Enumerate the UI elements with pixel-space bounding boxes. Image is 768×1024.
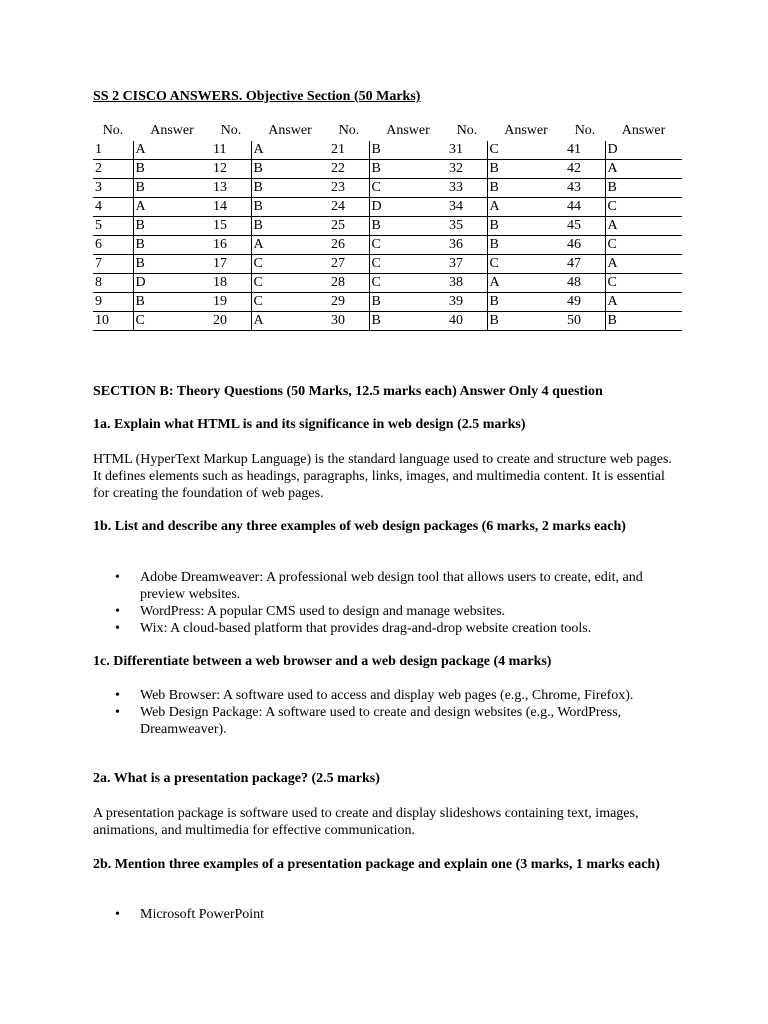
table-row: [93, 236, 682, 255]
answer-cell: D: [605, 141, 682, 160]
answer-cell: C: [605, 198, 682, 217]
question-number-cell: 48: [565, 274, 605, 293]
question-number-cell: 13: [211, 179, 251, 198]
answer-cell: A: [133, 198, 211, 217]
question-number-cell: 25: [329, 217, 369, 236]
question-1a: [93, 416, 683, 433]
answer-2a-text: A presentation package is software used to create and display slideshows containing text, images, animations, and multimedia for effective communication.: [93, 806, 639, 838]
answer-table: [93, 121, 682, 331]
header-answer: Answer: [150, 123, 194, 138]
question-number-cell: 16: [211, 236, 251, 255]
answer-1c-list: [93, 687, 683, 738]
table-row: [93, 274, 682, 293]
answer-cell: B: [133, 179, 211, 198]
answer-cell: D: [369, 198, 447, 217]
question-number-cell: 2: [93, 160, 133, 179]
question-number-cell: 32: [447, 160, 487, 179]
answer-cell: A: [133, 141, 211, 160]
answer-cell: B: [133, 160, 211, 179]
answer-cell: B: [251, 217, 329, 236]
table-row: [93, 141, 682, 160]
answer-cell: C: [251, 255, 329, 274]
question-number-cell: 6: [93, 236, 133, 255]
question-number-cell: 26: [329, 236, 369, 255]
answer-cell: A: [487, 198, 565, 217]
table-row: [93, 179, 682, 198]
question-number-cell: 3: [93, 179, 133, 198]
header-no: No.: [220, 123, 242, 138]
question-1a-heading: 1a. Explain what HTML is and its significance in web design (2.5 marks): [93, 417, 526, 432]
header-no: No.: [102, 123, 124, 138]
answer-cell: A: [605, 255, 682, 274]
question-number-cell: 14: [211, 198, 251, 217]
answer-cell: B: [133, 255, 211, 274]
header-no: No.: [574, 123, 596, 138]
question-number-cell: 38: [447, 274, 487, 293]
question-1c: [93, 653, 683, 670]
question-number-cell: 35: [447, 217, 487, 236]
answer-cell: D: [133, 274, 211, 293]
answer-2b: [93, 906, 683, 923]
question-number-cell: 9: [93, 293, 133, 312]
table-row: [93, 255, 682, 274]
answer-cell: B: [133, 236, 211, 255]
header-no: No.: [338, 123, 360, 138]
answer-cell: C: [605, 236, 682, 255]
answer-cell: B: [251, 160, 329, 179]
question-number-cell: 40: [447, 312, 487, 331]
list-item: • Wix: A cloud-based platform that provides drag-and-drop website creation tools.: [93, 620, 683, 637]
answer-cell: B: [369, 217, 447, 236]
answer-cell: A: [605, 160, 682, 179]
header-no: No.: [456, 123, 478, 138]
question-2a-heading: 2a. What is a presentation package? (2.5 marks): [93, 771, 380, 786]
answer-cell: A: [605, 217, 682, 236]
answer-2a: [93, 805, 683, 839]
question-2b: [93, 856, 683, 873]
answer-cell: B: [251, 179, 329, 198]
answer-cell: B: [251, 198, 329, 217]
answer-cell: B: [487, 236, 565, 255]
section-b: [93, 383, 683, 400]
question-number-cell: 27: [329, 255, 369, 274]
question-number-cell: 22: [329, 160, 369, 179]
answer-cell: B: [605, 312, 682, 331]
answer-cell: C: [369, 255, 447, 274]
table-row: [93, 293, 682, 312]
answer-cell: A: [251, 236, 329, 255]
question-number-cell: 5: [93, 217, 133, 236]
question-number-cell: 18: [211, 274, 251, 293]
question-1b-heading: 1b. List and describe any three examples of web design packages (6 marks, 2 marks each): [93, 519, 626, 534]
table-row: [93, 312, 682, 331]
list-item: • Microsoft PowerPoint: [93, 906, 683, 923]
question-number-cell: 49: [565, 293, 605, 312]
question-number-cell: 24: [329, 198, 369, 217]
answer-table-body: [93, 141, 682, 331]
question-number-cell: 21: [329, 141, 369, 160]
question-number-cell: 12: [211, 160, 251, 179]
question-number-cell: 23: [329, 179, 369, 198]
question-1b: [93, 518, 683, 535]
question-number-cell: 30: [329, 312, 369, 331]
answer-cell: B: [487, 293, 565, 312]
question-number-cell: 31: [447, 141, 487, 160]
question-number-cell: 36: [447, 236, 487, 255]
answer-cell: A: [487, 274, 565, 293]
question-number-cell: 42: [565, 160, 605, 179]
question-number-cell: 44: [565, 198, 605, 217]
list-item: • Adobe Dreamweaver: A professional web design tool that allows users to create, edit, and preview websites.: [93, 569, 683, 603]
question-number-cell: 41: [565, 141, 605, 160]
answer-cell: B: [369, 141, 447, 160]
answer-cell: B: [133, 293, 211, 312]
answer-2b-list: [93, 906, 683, 923]
list-item: • WordPress: A popular CMS used to design and manage websites.: [93, 603, 683, 620]
question-number-cell: 45: [565, 217, 605, 236]
question-number-cell: 1: [93, 141, 133, 160]
question-number-cell: 29: [329, 293, 369, 312]
answer-cell: B: [369, 312, 447, 331]
answer-cell: B: [133, 217, 211, 236]
question-number-cell: 19: [211, 293, 251, 312]
question-number-cell: 39: [447, 293, 487, 312]
answer-cell: C: [251, 293, 329, 312]
question-number-cell: 37: [447, 255, 487, 274]
answer-cell: B: [369, 293, 447, 312]
answer-cell: B: [487, 217, 565, 236]
answer-cell: C: [605, 274, 682, 293]
answer-cell: A: [605, 293, 682, 312]
header-answer: Answer: [386, 123, 430, 138]
answer-cell: B: [487, 312, 565, 331]
answer-cell: B: [369, 160, 447, 179]
question-number-cell: 4: [93, 198, 133, 217]
question-number-cell: 47: [565, 255, 605, 274]
question-number-cell: 50: [565, 312, 605, 331]
answer-1c: [93, 687, 683, 738]
list-item: • Web Browser: A software used to access and display web pages (e.g., Chrome, Firefox).: [93, 687, 683, 704]
question-2a: [93, 770, 683, 787]
table-header-row: [93, 121, 682, 141]
table-row: [93, 198, 682, 217]
question-1c-heading: 1c. Differentiate between a web browser and a web design package (4 marks): [93, 654, 552, 669]
table-row: [93, 217, 682, 236]
question-number-cell: 8: [93, 274, 133, 293]
answer-cell: C: [369, 236, 447, 255]
answer-cell: B: [487, 160, 565, 179]
question-number-cell: 15: [211, 217, 251, 236]
question-number-cell: 33: [447, 179, 487, 198]
question-number-cell: 43: [565, 179, 605, 198]
answer-cell: B: [605, 179, 682, 198]
answer-cell: C: [487, 141, 565, 160]
header-answer: Answer: [621, 123, 666, 138]
section-b-heading: SECTION B: Theory Questions (50 Marks, 12.5 marks each) Answer Only 4 question: [93, 384, 603, 399]
question-number-cell: 20: [211, 312, 251, 331]
answer-cell: A: [251, 312, 329, 331]
answer-cell: C: [369, 179, 447, 198]
question-2b-heading: 2b. Mention three examples of a presentation package and explain one (3 marks, 1 marks each): [93, 857, 660, 872]
question-number-cell: 7: [93, 255, 133, 274]
answer-1a-text: HTML (HyperText Markup Language) is the standard language used to create and structure web pages. It defines elements such as headings, paragraphs, links, images, and multimedia content. It is essential for creating the foundation of web pages.: [93, 452, 672, 501]
table-row: [93, 160, 682, 179]
answer-cell: A: [251, 141, 329, 160]
question-number-cell: 46: [565, 236, 605, 255]
list-item: • Web Design Package: A software used to create and design websites (e.g., WordPress, Dreamweaver).: [93, 704, 683, 738]
answer-cell: C: [251, 274, 329, 293]
question-number-cell: 10: [93, 312, 133, 331]
question-number-cell: 17: [211, 255, 251, 274]
answer-cell: C: [369, 274, 447, 293]
document-title: SS 2 CISCO ANSWERS. Objective Section (50 Marks): [93, 89, 421, 104]
answer-1b-list: [93, 569, 683, 637]
answer-cell: C: [487, 255, 565, 274]
answer-1b: [93, 569, 683, 637]
answer-cell: C: [133, 312, 211, 331]
header-answer: Answer: [504, 123, 548, 138]
question-number-cell: 28: [329, 274, 369, 293]
answer-cell: B: [487, 179, 565, 198]
header-answer: Answer: [268, 123, 312, 138]
question-number-cell: 34: [447, 198, 487, 217]
answer-1a: [93, 451, 683, 502]
question-number-cell: 11: [211, 141, 251, 160]
